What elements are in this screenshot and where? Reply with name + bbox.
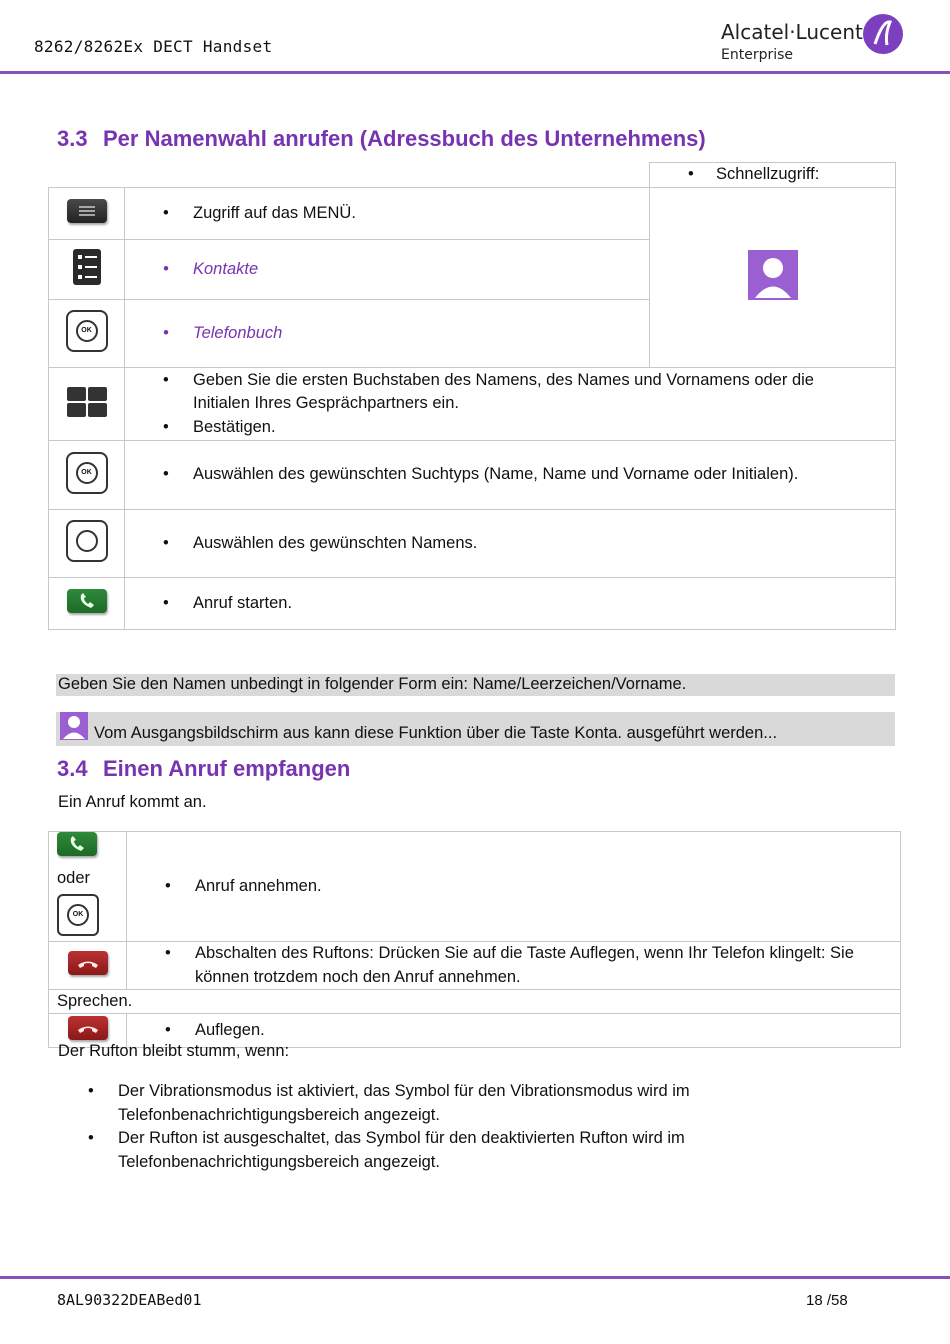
footer-rule [0, 1276, 950, 1279]
step-contacts: • Kontakte [125, 258, 649, 282]
answer-icon-cell [49, 832, 127, 942]
contact-person-icon [60, 712, 88, 740]
header-rule [0, 71, 950, 74]
note-name-format: Geben Sie den Namen unbedingt in folgender Form ein: Name/Leerzeichen/Vorname. [56, 674, 895, 696]
steps-table-3-3 [48, 162, 896, 630]
ok-key-icon: OK [57, 894, 99, 936]
document-reference: 8AL90322DEABed01 [57, 1291, 202, 1309]
brand-logo-icon [863, 14, 903, 54]
step-icon-cell [49, 510, 125, 578]
step-start-call: • Anruf starten. [125, 592, 895, 616]
quick-access-label: • Schnellzugriff: [650, 163, 895, 187]
section-heading-3-4: 3.4 Einen Anruf empfangen [57, 756, 351, 781]
step-icon-cell [49, 441, 125, 510]
note-contacts-key: Vom Ausgangsbildschirm aus kann diese Funktion über die Taste Konta. ausgeführt werden... [56, 712, 895, 746]
step-mute-ringtone: • Abschalten des Ruftons: Drücken Sie auf die Taste Auflegen, wenn Ihr Telefon klingelt: Sie können trotzdem noch den Anruf annehmen. [127, 942, 880, 989]
silent-ringtone-intro: Der Rufton bleibt stumm, wenn: [58, 1042, 290, 1060]
step-icon-cell [49, 240, 125, 300]
step-icon-cell [49, 188, 125, 240]
step-icon-cell [49, 368, 125, 441]
menu-key-icon [67, 199, 107, 223]
step-text-cell [125, 510, 896, 578]
or-label: oder [57, 869, 91, 887]
alphanumeric-keypad-icon [67, 387, 107, 417]
silent-ringtone-list [50, 1080, 770, 1174]
step-text-cell [125, 368, 896, 441]
step-text-cell [125, 441, 896, 510]
brand-name: Alcatel·Lucent [721, 20, 863, 44]
step-text-cell [125, 578, 896, 630]
incoming-call-intro: Ein Anruf kommt an. [58, 793, 207, 811]
step-icon-cell [49, 578, 125, 630]
document-header-title: 8262/8262Ex DECT Handset [34, 37, 273, 56]
green-call-key-icon [67, 589, 107, 613]
step-text-cell [125, 240, 650, 300]
speak-row: Sprechen. [49, 990, 901, 1014]
step-menu-access: • Zugriff auf das MENÜ. [125, 202, 649, 226]
page-number: 18 /58 [806, 1292, 848, 1309]
navigator-icon [66, 520, 108, 562]
quick-access-cell [650, 163, 896, 188]
ok-navigator-icon: OK [66, 452, 108, 494]
ok-navigator-icon: OK [66, 310, 108, 352]
step-text-cell [125, 188, 650, 240]
red-hangup-key-icon [68, 951, 108, 975]
brand-subtitle: Enterprise [721, 47, 794, 63]
step-enter-letters: • Geben Sie die ersten Buchstaben des Namens, des Names und Vornamens oder die Initialen Ihres Gesprächpartners ein. [125, 369, 875, 416]
step-answer-call: • Anruf annehmen. [127, 875, 900, 899]
quick-access-icon-cell [650, 188, 896, 368]
list-item: • Der Rufton ist ausgeschaltet, das Symbol für den deaktivierten Rufton wird im Telefonbenachrichtigungsbereich angezeigt. [50, 1127, 770, 1174]
step-hang-up: • Auflegen. [127, 1019, 900, 1043]
step-select-search-type: • Auswählen des gewünschten Suchtyps (Name, Name und Vorname oder Initialen). [125, 463, 895, 487]
step-text-cell [125, 300, 650, 368]
contact-person-icon [748, 250, 798, 300]
contacts-list-icon [73, 249, 101, 285]
step-phonebook: • Telefonbuch [125, 322, 649, 346]
section-heading-3-3: 3.3 Per Namenwahl anrufen (Adressbuch des Unternehmens) [57, 126, 706, 151]
step-select-name: • Auswählen des gewünschten Namens. [125, 532, 895, 556]
red-hangup-key-icon [68, 1016, 108, 1040]
list-item: • Der Vibrationsmodus ist aktiviert, das Symbol für den Vibrationsmodus wird im Telefonbenachrichtigungsbereich angezeigt. [50, 1080, 770, 1127]
steps-table-3-4 [48, 831, 901, 1048]
mute-icon-cell [49, 942, 127, 990]
green-call-key-icon [57, 832, 97, 856]
step-text-cell [127, 832, 901, 942]
step-confirm: • Bestätigen. [125, 416, 875, 440]
step-text-cell [127, 942, 901, 990]
step-icon-cell [49, 300, 125, 368]
